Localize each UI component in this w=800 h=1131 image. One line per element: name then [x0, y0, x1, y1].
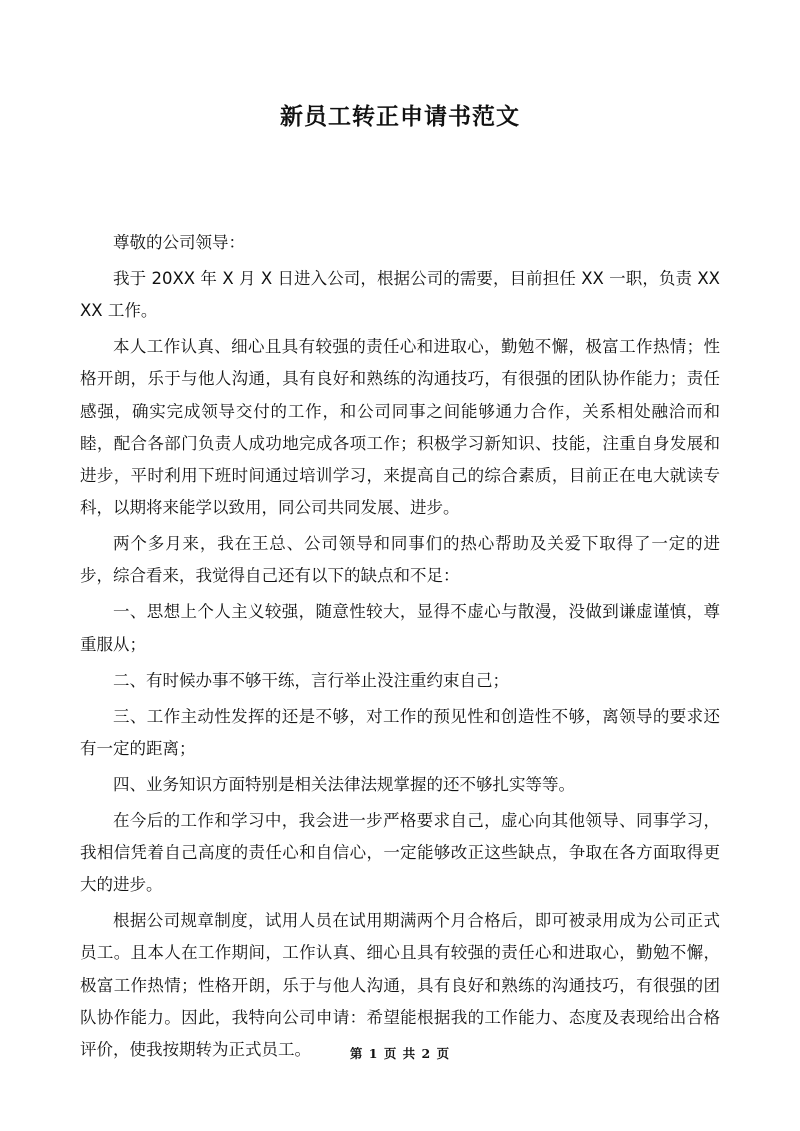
document-body — [80, 227, 720, 1070]
paragraph-request: 根据公司规章制度，试用人员在试用期满两个月合格后，即可被录用成为公司正式员工。且本人在工作期间，工作认真、细心且具有较强的责任心和进取心，勤勉不懈，极富工作热情；性格开朗，乐于与他人沟通，具有良好和熟练的沟通技巧，有很强的团队协作能力。因此，我特向公司申请：希望能根据我的工作能力、态度及表现给出合格评价，使我按期转为正式员工。 — [80, 911, 720, 1060]
salutation: 尊敬的公司领导： — [113, 233, 245, 252]
paragraph-intro: 我于 20XX 年 X 月 X 日进入公司，根据公司的需要，目前担任 XX 一职，负责 XXXX 工作。 — [80, 269, 720, 321]
page-number-footer: 第 1 页 共 2 页 — [349, 1046, 451, 1061]
list-item-shortcoming-3: 三、工作主动性发挥的还是不够，对工作的预见性和创造性不够，离领导的要求还有一定的距离； — [80, 706, 720, 758]
paragraph-future: 在今后的工作和学习中，我会进一步严格要求自己，虚心向其他领导、同事学习，我相信凭着自己高度的责任心和自信心，一定能够改正这些缺点，争取在各方面取得更大的进步。 — [80, 810, 720, 895]
list-item-shortcoming-4: 四、业务知识方面特别是相关法律法规掌握的还不够扎实等等。 — [113, 774, 575, 794]
list-item-shortcoming-2: 二、有时候办事不够干练，言行举止没注重约束自己； — [113, 670, 509, 690]
document-title: 新员工转正申请书范文 — [280, 104, 520, 130]
list-item-shortcoming-1: 一、思想上个人主义较强，随意性较大，显得不虚心与散漫，没做到谦虚谨慎，尊重服从； — [80, 602, 720, 654]
paragraph-progress: 两个多月来，我在王总、公司领导和同事们的热心帮助及关爱下取得了一定的进步，综合看来，我觉得自己还有以下的缺点和不足： — [80, 534, 720, 586]
paragraph-strengths: 本人工作认真、细心且具有较强的责任心和进取心，勤勉不懈，极富工作热情；性格开朗，乐于与他人沟通，具有良好和熟练的沟通技巧，有很强的团队协作能力；责任感强，确实完成领导交付的工作，和公司同事之间能够通力合作，关系相处融洽而和睦，配合各部门负责人成功地完成各项工作；积极学习新知识、技能，注重自身发展和进步，平时利用下班时间通过培训学习，来提高自己的综合素质，目前正在电大就读专科，以期将来能学以致用，同公司共同发展、进步。 — [80, 337, 720, 518]
